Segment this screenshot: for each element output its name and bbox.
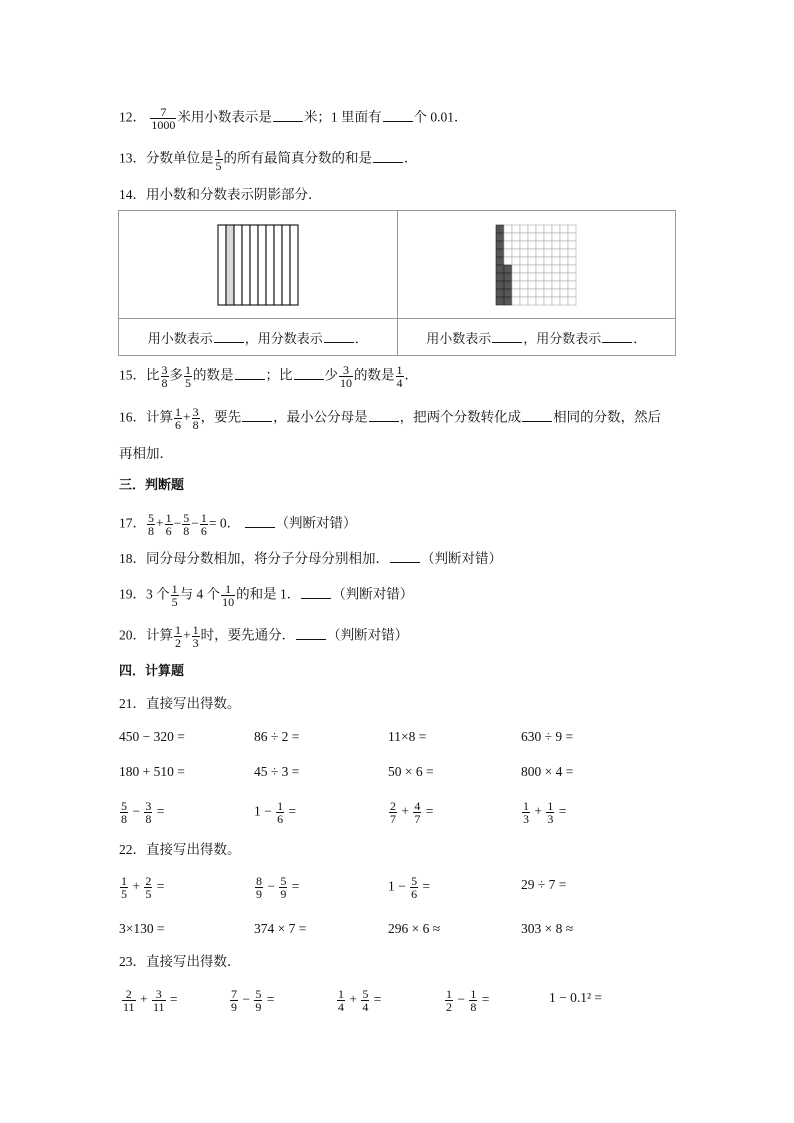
calc-item: 296 × 6 ≈ [388,921,441,936]
q14-line [119,185,322,205]
grid-cell [528,289,536,297]
grid-cell [512,273,520,281]
q23-line: 23．直接写出得数． [119,954,241,969]
grid-cell [504,225,512,233]
grid-cell [544,289,552,297]
grid-cell [496,281,504,289]
q12-fraction: $\frac{7}{1000}$ [151,105,176,132]
grid-cell [536,241,544,249]
calc-item: 630 ÷ 9 = [521,729,574,744]
strip-column [258,225,266,305]
grid-cell [552,281,560,289]
q14-left-figure-cell [119,211,398,319]
grid-cell [544,241,552,249]
calc-item: 3×130 = [119,921,165,936]
q19-blank[interactable] [301,586,331,599]
grid-cell [520,289,528,297]
grid-cell [512,297,520,305]
q14-left-blank2[interactable] [324,330,354,343]
q15-blank2[interactable] [294,367,324,380]
strip-column [274,225,282,305]
grid-cell [520,257,528,265]
grid-cell [496,225,504,233]
grid-cell [520,233,528,241]
grid-cell [568,257,576,265]
grid-cell [520,265,528,273]
q13-blank[interactable] [373,150,403,163]
grid-cell [560,257,568,265]
grid-cell [520,225,528,233]
q13-text1: 分数单位是 [146,150,214,166]
grid-cell [520,273,528,281]
section-3-title: 三．判断题 [119,478,185,493]
calc-item: 180 + 510 = [119,764,185,779]
grid-cell [496,289,504,297]
strip-column [234,225,242,305]
q12-blank2[interactable] [383,109,413,122]
grid-cell [568,225,576,233]
q14-table [118,210,676,356]
grid-cell [560,297,568,305]
grid-cell [536,297,544,305]
grid-cell [496,297,504,305]
grid-cell [536,257,544,265]
grid-cell [512,281,520,289]
q13-fraction: $\frac{1}{5}$ [215,146,222,173]
grid-cell [552,257,560,265]
grid-cell [568,233,576,241]
strip-column [290,225,298,305]
grid-cell [552,241,560,249]
grid-cell [512,225,520,233]
grid-cell [552,225,560,233]
calc-item: 800 × 4 = [521,764,574,779]
calc-item: $\frac{1}{3}$ + $\frac{1}{3}$ = [523,799,567,826]
grid-cell [552,289,560,297]
grid-cell [536,249,544,257]
q12-text2: 米；1 里面有 [303,109,382,125]
q16-blank1[interactable] [242,409,272,422]
strip-column [250,225,258,305]
calc-item: $\frac{1}{5}$ + $\frac{2}{5}$ = [121,874,165,901]
calc-item: 86 ÷ 2 = [254,729,300,744]
grid-cell [512,257,520,265]
q17-blank[interactable] [245,515,275,528]
calc-item: 1 − 0.1² = [549,990,603,1005]
grid-cell [560,265,568,273]
q17-line: 17． $\frac{5}{8}$ + $\frac{1}{6}$ − $\frac{5}{8}$ − $\frac{1}{6}$ = 0． （判断对错） [119,511,357,538]
grid-cell [544,265,552,273]
grid-cell [536,265,544,273]
grid-cell [504,265,512,273]
grid-cell [536,281,544,289]
strip-column [226,225,234,305]
q14-right-blank1[interactable] [492,330,522,343]
calc-item: 374 × 7 = [254,921,307,936]
grid-cell [528,273,536,281]
calc-item: 303 × 8 ≈ [521,921,574,936]
calc-item: $\frac{2}{7}$ + $\frac{4}{7}$ = [390,799,434,826]
grid-cell [520,281,528,289]
grid-cell [504,273,512,281]
q12-number: 12． [119,109,146,125]
q22-line: 22．直接写出得数。 [119,842,241,857]
q12-line [119,106,468,131]
grid-cell [504,241,512,249]
grid-cell [560,249,568,257]
grid-cell [568,281,576,289]
grid-cell [568,297,576,305]
q13-number: 13． [119,150,146,166]
q12-text1: 米用小数表示是 [177,109,272,125]
q12-text3: 个 0.01． [413,109,468,125]
q20-line: 20．计算 $\frac{1}{2}$ + $\frac{1}{3}$ 时，要先通分． （判断对错） [119,623,409,650]
grid-cell [568,249,576,257]
q19-line: 19．3 个 $\frac{1}{5}$ 与 4 个 $\frac{1}{10}$ 的和是 1． （判断对错） [119,582,414,609]
grid-cell [496,241,504,249]
calc-item: $\frac{1}{2}$ − $\frac{1}{8}$ = [446,987,490,1014]
q16-blank3[interactable] [522,409,552,422]
grid-cell [560,289,568,297]
grid-cell [536,273,544,281]
q12-blank1[interactable] [273,109,303,122]
grid-cell [560,233,568,241]
grid-cell [544,257,552,265]
grid-cell [520,241,528,249]
calc-item: 11×8 = [388,729,427,744]
calc-item: 450 − 320 = [119,729,185,744]
grid-cell [560,273,568,281]
q14-right-caption: 用小数表示 ，用分数表示 ． [397,319,676,356]
calc-item: $\frac{5}{8}$ − $\frac{3}{8}$ = [121,799,165,826]
grid-cell [496,233,504,241]
grid-cell [496,257,504,265]
calc-item: 45 ÷ 3 = [254,764,300,779]
calc-item: $\frac{7}{9}$ − $\frac{5}{9}$ = [231,987,275,1014]
grid-cell [528,281,536,289]
calc-item: 1 − $\frac{1}{6}$ = [254,799,297,826]
grid-cell [504,297,512,305]
q14-text: 用小数和分数表示阴影部分． [146,187,322,202]
q14-left-blank1[interactable] [214,330,244,343]
grid-cell [528,257,536,265]
q21-line: 21．直接写出得数。 [119,696,241,711]
grid-cell [504,233,512,241]
strip-column [282,225,290,305]
grid-cell [496,265,504,273]
grid-cell [552,297,560,305]
q14-left-strip-figure [217,224,299,306]
grid-cell [512,241,520,249]
grid-cell [528,265,536,273]
q15-blank1[interactable] [235,367,265,380]
q14-number: 14． [119,187,146,202]
grid-cell [504,249,512,257]
calc-item: 29 ÷ 7 = [521,877,567,892]
grid-cell [544,281,552,289]
grid-cell [560,281,568,289]
grid-cell [568,265,576,273]
calc-item: $\frac{8}{9}$ − $\frac{5}{9}$ = [256,874,300,901]
grid-cell [536,233,544,241]
grid-cell [560,241,568,249]
grid-cell [568,289,576,297]
q16-line2: 再相加． [119,446,173,461]
q14-left-caption: 用小数表示 ，用分数表示 ． [119,319,398,356]
q16-line: 16．计算 $\frac{1}{6}$ + $\frac{3}{8}$ ，要先 ，最小公分母是 ，把两个分数转化成 相同的分数，然后 [119,405,662,432]
grid-cell [520,249,528,257]
grid-cell [552,249,560,257]
q13-text2: 的所有最简真分数的和是 [223,150,372,166]
grid-cell [512,289,520,297]
strip-column [266,225,274,305]
q20-blank[interactable] [296,627,326,640]
calc-item: $\frac{1}{4}$ + $\frac{5}{4}$ = [338,987,382,1014]
grid-cell [536,289,544,297]
grid-cell [528,225,536,233]
grid-cell [528,297,536,305]
grid-cell [496,249,504,257]
strip-column [218,225,226,305]
grid-cell [512,233,520,241]
q13-line [119,147,418,172]
grid-cell [552,273,560,281]
grid-cell [552,233,560,241]
grid-cell [496,273,504,281]
q13-text3: ． [404,150,418,166]
strip-column [242,225,250,305]
grid-cell [528,249,536,257]
grid-cell [568,273,576,281]
grid-cell [536,225,544,233]
q14-right-figure-cell [397,211,676,319]
grid-cell [504,281,512,289]
grid-cell [528,241,536,249]
grid-cell [504,289,512,297]
grid-cell [528,233,536,241]
q15-line: 15．比 $\frac{3}{8}$ 多 $\frac{1}{5}$ 的数是 ；比 少 $\frac{3}{10}$ 的数是 $\frac{1}{4}$ ． [119,363,418,390]
section-4-title: 四．计算题 [119,664,185,679]
grid-cell [544,225,552,233]
grid-cell [560,225,568,233]
grid-cell [520,297,528,305]
grid-cell [544,297,552,305]
q16-blank2[interactable] [369,409,399,422]
grid-cell [504,257,512,265]
calc-item: $\frac{2}{11}$ + $\frac{3}{11}$ = [123,987,178,1014]
q18-line: 18．同分母分数相加，将分子分母分别相加． （判断对错） [119,551,502,566]
calc-item: 50 × 6 = [388,764,434,779]
calc-item: 1 − $\frac{5}{6}$ = [388,874,431,901]
grid-cell [544,233,552,241]
grid-cell [544,249,552,257]
grid-cell [544,273,552,281]
q14-right-grid-figure [495,224,577,306]
grid-cell [568,241,576,249]
q18-blank[interactable] [390,550,420,563]
grid-cell [512,265,520,273]
q14-right-blank2[interactable] [602,330,632,343]
grid-cell [552,265,560,273]
grid-cell [512,249,520,257]
